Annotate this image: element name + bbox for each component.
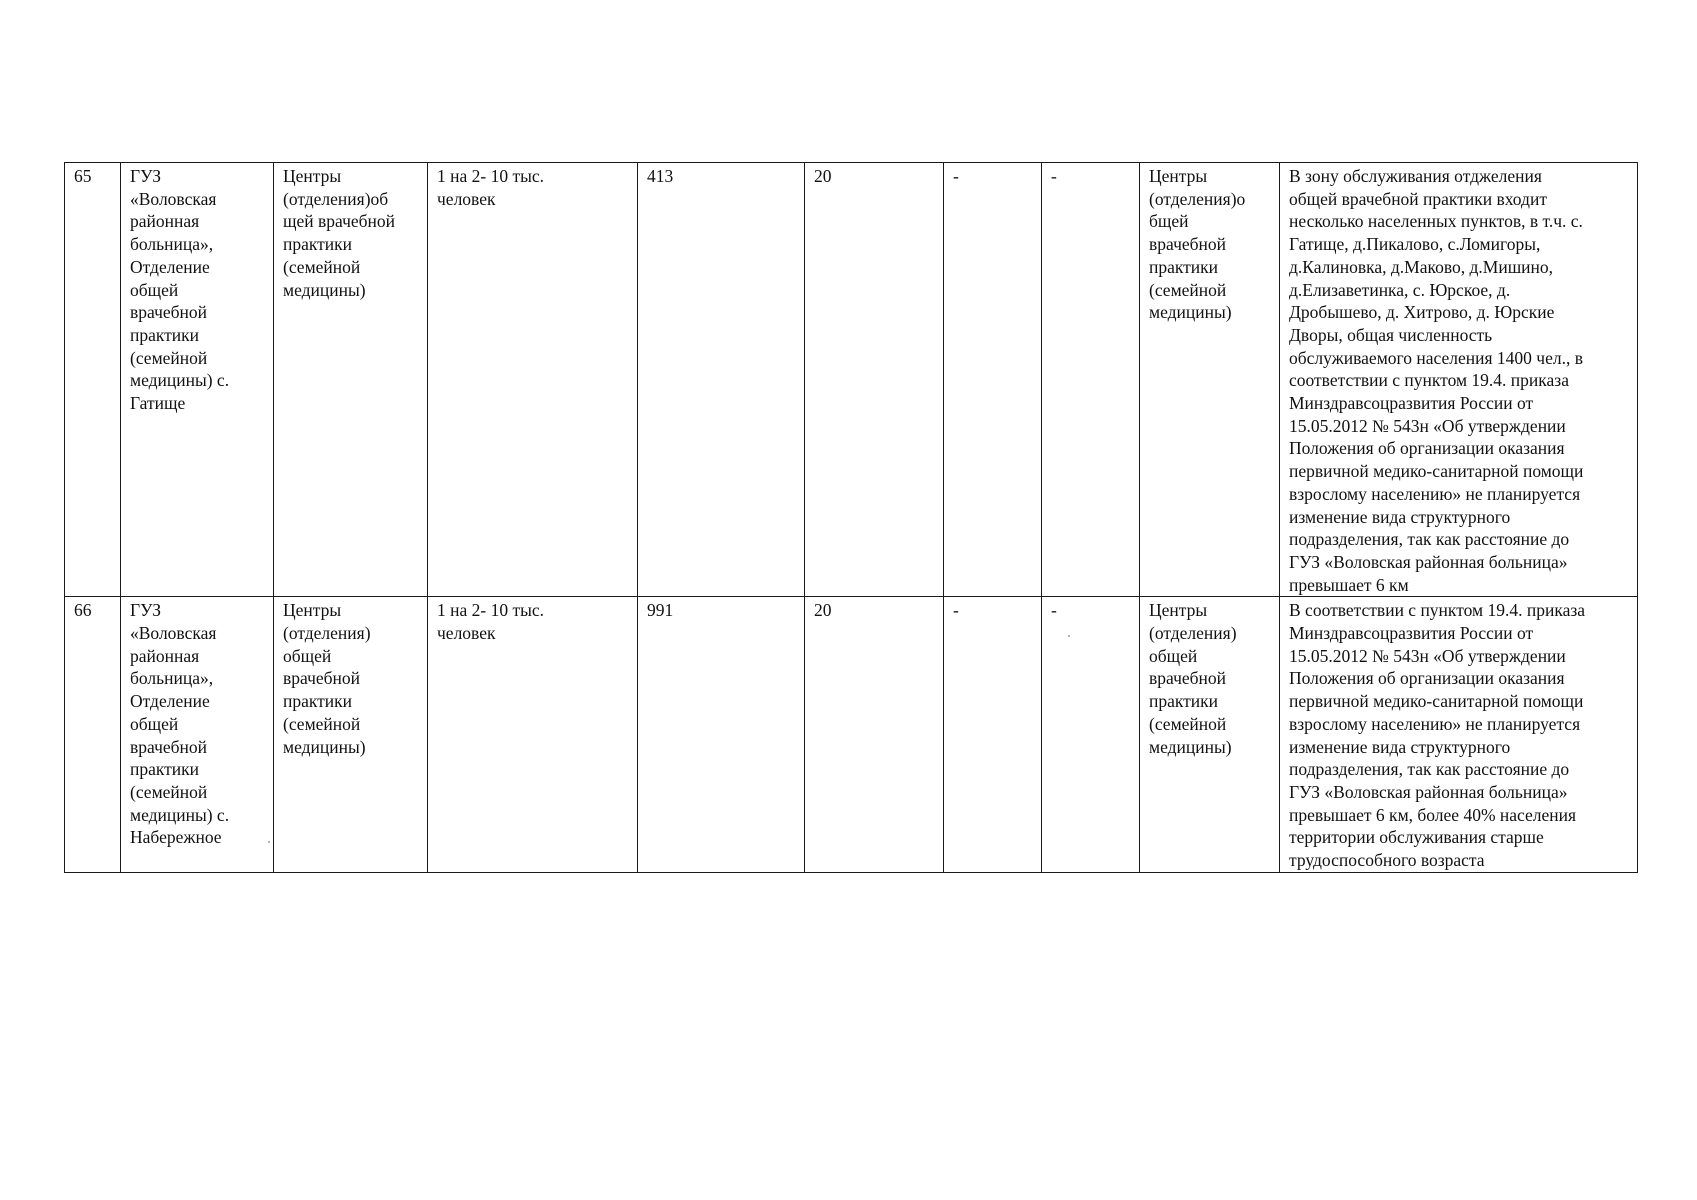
value-c: - bbox=[944, 597, 1042, 872]
scan-speck bbox=[1068, 635, 1070, 637]
row-number: 66 bbox=[65, 597, 121, 872]
norm: 1 на 2- 10 тыс. человек bbox=[428, 597, 638, 872]
table-row bbox=[65, 597, 1638, 872]
institution-name: ГУЗ «Воловская районная больница», Отделение общей врачебной практики (семейной медицины) с. Набережное bbox=[121, 597, 274, 872]
norm: 1 на 2- 10 тыс. человек bbox=[428, 163, 638, 597]
planned-unit-type: Центры (отделения)о бщей врачебной практики (семейной медицины) bbox=[1140, 163, 1280, 597]
scan-speck bbox=[268, 841, 270, 843]
facilities-table bbox=[64, 162, 1638, 873]
value-a: 991 bbox=[638, 597, 805, 872]
note: В соответствии с пунктом 19.4. приказа Минздравсоцразвития России от 15.05.2012 № 543н «Об утверждении Положения об организации оказания первичной медико-санитарной помощи взрослому населению» не планируется изменение вида структурного подразделения, так как расстояние до ГУЗ «Воловская районная больница» превышает 6 км, более 40% населения территории обслуживания старше трудоспособного возраста bbox=[1280, 597, 1638, 872]
unit-type: Центры (отделения)об щей врачебной практики (семейной медицины) bbox=[274, 163, 428, 597]
row-number: 65 bbox=[65, 163, 121, 597]
institution-name: ГУЗ «Воловская районная больница», Отделение общей врачебной практики (семейной медицины) с. Гатище bbox=[121, 163, 274, 597]
value-d: - bbox=[1042, 163, 1140, 597]
value-c: - bbox=[944, 163, 1042, 597]
value-d: - bbox=[1042, 597, 1140, 872]
unit-type: Центры (отделения) общей врачебной практики (семейной медицины) bbox=[274, 597, 428, 872]
value-b: 20 bbox=[805, 163, 944, 597]
planned-unit-type: Центры (отделения) общей врачебной практики (семейной медицины) bbox=[1140, 597, 1280, 872]
note: В зону обслуживания отджеления общей врачебной практики входит несколько населенных пунктов, в т.ч. с. Гатище, д.Пикалово, с.Ломигоры, д.Калиновка, д.Маково, д.Мишино, д.Елизаветинка, с. Юрское, д. Дробышево, д. Хитрово, д. Юрские Дворы, общая численность обслуживаемого населения 1400 чел., в соответствии с пунктом 19.4. приказа Минздравсоцразвития России от 15.05.2012 № 543н «Об утверждении Положения об организации оказания первичной медико-санитарной помощи взрослому населению» не планируется изменение вида структурного подразделения, так как расстояние до ГУЗ «Воловская районная больница» превышает 6 км bbox=[1280, 163, 1638, 597]
value-b: 20 bbox=[805, 597, 944, 872]
table-row bbox=[65, 163, 1638, 597]
value-a: 413 bbox=[638, 163, 805, 597]
